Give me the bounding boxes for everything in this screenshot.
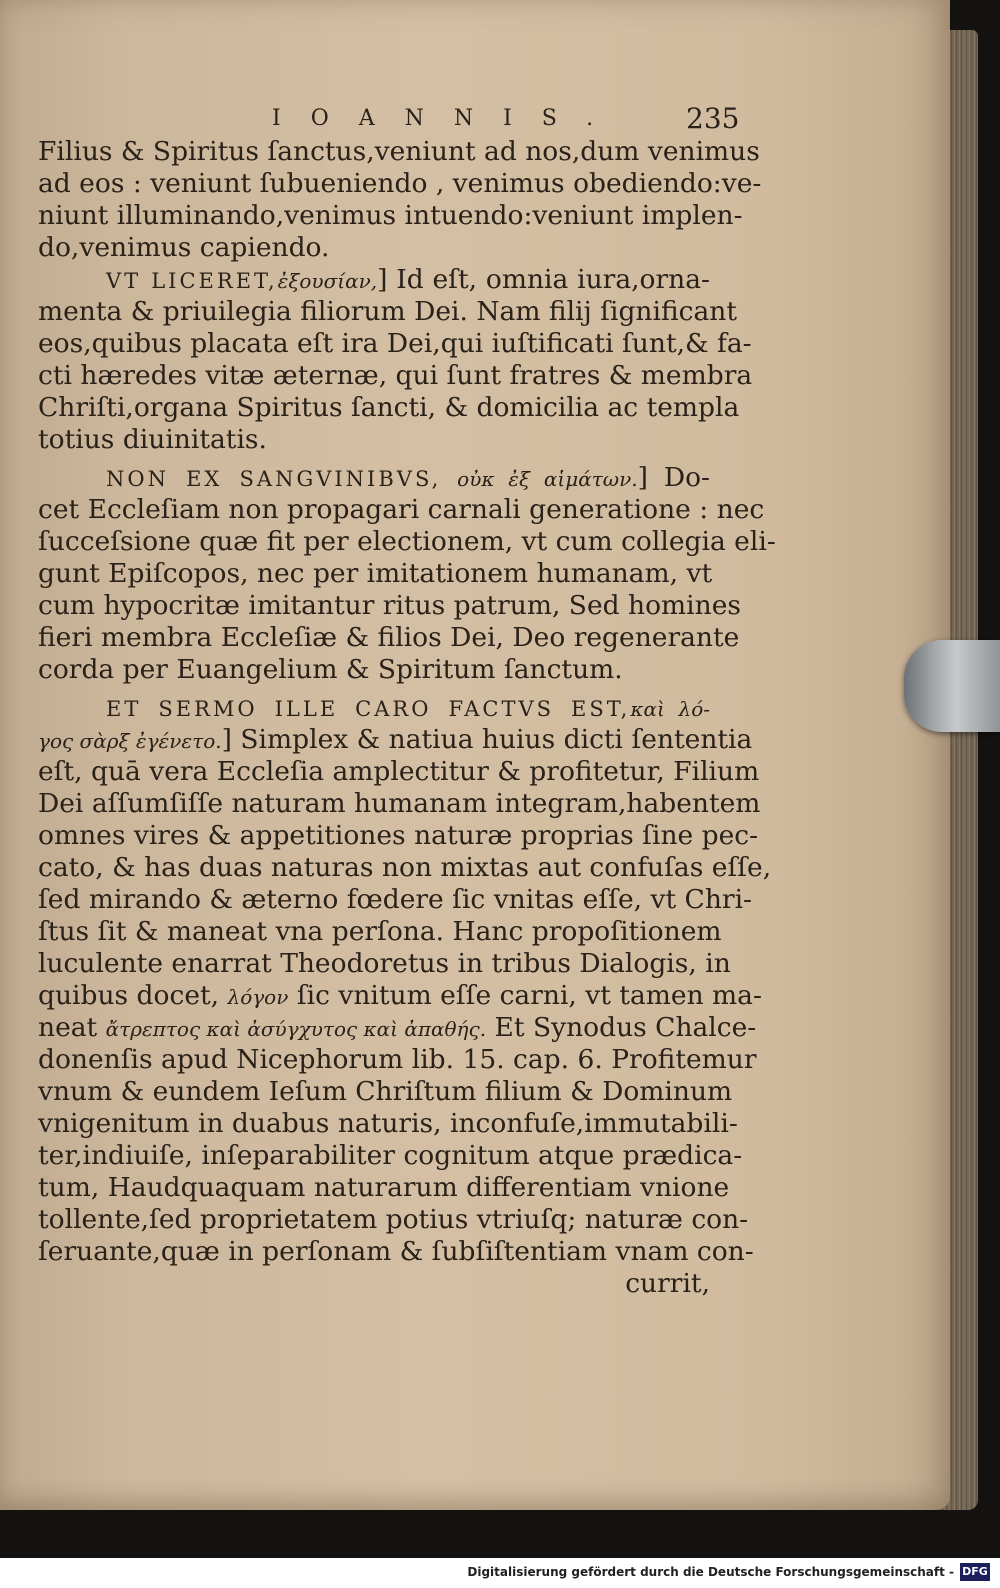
text-line: tollente,ſed proprietatem potius vtriuſq; naturæ con- (38, 1204, 749, 1235)
text-span: Et Synodus Chalce- (494, 1012, 757, 1043)
lemma: VT LICERET, (106, 269, 278, 293)
paragraph-lead-line (38, 692, 710, 724)
text-line (38, 980, 762, 1012)
text-line: tum, Haudquaquam naturarum differentiam vnione (38, 1172, 730, 1203)
text-line: cet Eccleſiam non propagari carnali generatione : nec (38, 494, 765, 525)
text-line: corda per Euangelium & Spiritum ſanctum. (38, 654, 623, 685)
catchword: currit, (625, 1268, 710, 1299)
text-line: Chriſti,organa Spiritus ſancti, & domicilia ac templa (38, 392, 740, 423)
text-span: ] Do- (637, 462, 710, 493)
text-line: Filius & Spiritus ſanctus,veniunt ad nos,dum venimus (38, 136, 760, 167)
text-span: ] Simplex & natiua huius dicti ſententia (221, 724, 753, 755)
text-line: ad eos : veniunt ſubueniendo , venimus obediendo:ve- (38, 168, 762, 199)
text-span: ] Id eſt, omnia iura,orna- (377, 264, 710, 295)
text-line: totius diuinitatis. (38, 424, 267, 455)
text-span: quibus docet, (38, 980, 220, 1011)
greek-lemma: ἐξουσίαν, (277, 269, 378, 293)
text-span: ſic vnitum eſſe carni, vt tamen ma- (296, 980, 762, 1011)
greek-lemma: καὶ λό- (630, 697, 710, 721)
text-line: eſt, quā vera Eccleſia amplectitur & profitetur, Filium (38, 756, 760, 787)
text-span: neat (38, 1012, 98, 1043)
paragraph-lead-line (38, 264, 710, 296)
paragraph-lead-line (38, 462, 710, 494)
text-line (38, 1012, 757, 1044)
text-line: cato, & has duas naturas non mixtas aut confuſas eſſe, (38, 852, 772, 883)
text-line: omnes vires & appetitiones naturæ proprias ſine pec- (38, 820, 759, 851)
greek-lemma: οὐκ ἐξ αἱμάτων. (457, 467, 638, 491)
text-line: gunt Epiſcopos, nec per imitationem humanam, vt (38, 558, 713, 589)
lemma: ET SERMO ILLE CARO FACTVS EST, (106, 697, 631, 721)
text-line: luculente enarrat Theodoretus in tribus Dialogis, in (38, 948, 731, 979)
text-line: vnigenitum in duabus naturis, inconfuſe,immutabili- (38, 1108, 738, 1139)
greek-lemma: γος σὰρξ ἐγένετο. (38, 729, 222, 753)
text-block (38, 136, 776, 1300)
footer-credit: Digitalisierung gefördert durch die Deutsche Forschungsgemeinschaft - (467, 1565, 954, 1579)
page-number: 235 (686, 102, 740, 135)
page-clasp (904, 640, 1000, 732)
running-title: IOANNIS. (272, 106, 624, 131)
text-line: ſucceſsione quæ fit per electionem, vt cum collegia eli- (38, 526, 776, 557)
text-line: donenſis apud Nicephorum lib. 15. cap. 6. Profitemur (38, 1044, 757, 1075)
text-line: cum hypocritæ imitantur ritus patrum, Sed homines (38, 590, 741, 621)
greek-word: λόγον (227, 985, 289, 1009)
text-line: Dei aſſumſiſſe naturam humanam integram,habentem (38, 788, 761, 819)
text-line: ter,indiuiſe, inſeparabiliter cognitum atque prædica- (38, 1140, 743, 1171)
text-line (38, 724, 753, 756)
greek-phrase: ἄτρεπτος καὶ ἀσύγχυτος καὶ ἀπαθής. (105, 1017, 487, 1041)
running-head (40, 102, 740, 136)
lemma: NON EX SANGVINIBVS, (106, 467, 442, 491)
text-line: fieri membra Eccleſiæ & filios Dei, Deo regenerante (38, 622, 740, 653)
text-line: niunt illuminando,venimus intuendo:veniunt implen- (38, 200, 743, 231)
text-line: eos,quibus placata eſt ira Dei,qui iuſtificati ſunt,& fa- (38, 328, 752, 359)
text-line: cti hæredes vitæ æternæ, qui ſunt fratres & membra (38, 360, 753, 391)
dfg-logo: DFG (960, 1563, 990, 1581)
text-line: do,venimus capiendo. (38, 232, 330, 263)
text-line: ſeruante,quæ in perſonam & ſubſiſtentiam vnam con- (38, 1236, 754, 1267)
footer-bar (0, 1558, 1000, 1588)
text-line: ſed mirando & æterno fœdere ſic vnitas eſſe, vt Chri- (38, 884, 752, 915)
text-line: menta & priuilegia filiorum Dei. Nam filij ſignificant (38, 296, 737, 327)
text-line: vnum & eundem Ieſum Chriſtum filium & Dominum (38, 1076, 733, 1107)
text-line: ſtus ſit & maneat vna perſona. Hanc propoſitionem (38, 916, 722, 947)
